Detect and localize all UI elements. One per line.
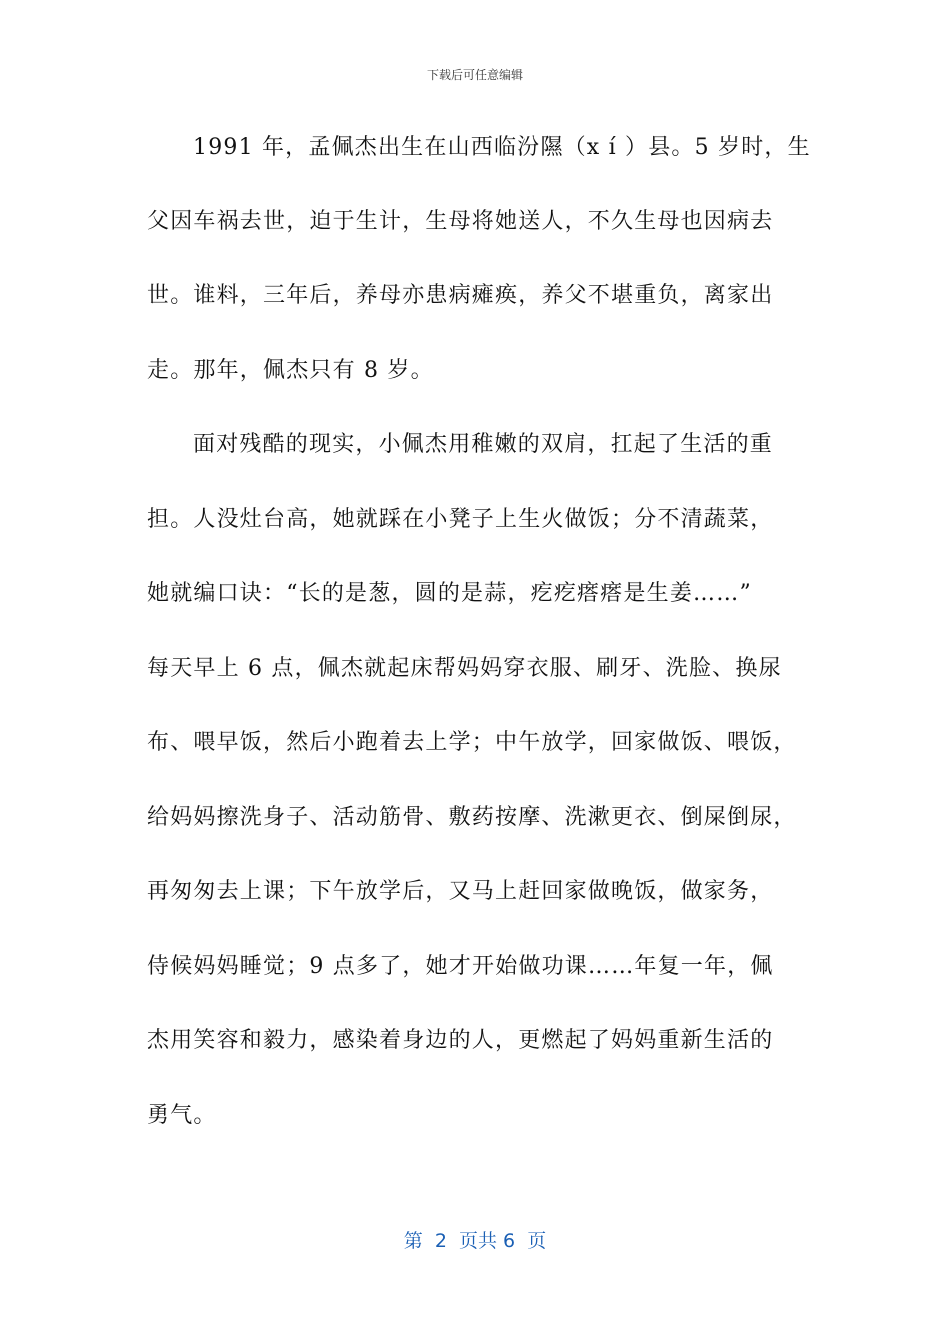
page-number-footer: 第 2 页共 6 页	[403, 1230, 547, 1252]
header-note: 下载后可任意编辑	[426, 68, 523, 82]
text-line: 侍候妈妈睡觉；9 点多了，她才开始做功课……年复一年，佩	[147, 954, 774, 979]
text-line: 她就编口诀：“长的是葱，圆的是蒜，疙疙瘩瘩是生姜……”	[147, 581, 752, 606]
text-line: 1991 年，孟佩杰出生在山西临汾隰（x í ）县。5 岁时，生	[193, 135, 811, 160]
text-line: 再匆匆去上课；下午放学后，又马上赶回家做晚饭，做家务，	[147, 879, 774, 904]
text-line: 世。谁料，三年后，养母亦患病瘫痪，养父不堪重负，离家出	[147, 283, 774, 308]
text-line: 布、喂早饭，然后小跑着去上学；中午放学，回家做饭、喂饭，	[147, 730, 797, 755]
text-line: 给妈妈擦洗身子、活动筋骨、敷药按摩、洗漱更衣、倒屎倒尿，	[147, 805, 797, 830]
text-line: 每天早上 6 点，佩杰就起床帮妈妈穿衣服、刷牙、洗脸、换尿	[147, 656, 782, 681]
text-line: 勇气。	[147, 1103, 217, 1128]
text-line: 父因车祸去世，迫于生计，生母将她送人，不久生母也因病去	[147, 209, 774, 234]
text-line: 面对残酷的现实，小佩杰用稚嫩的双肩，扛起了生活的重	[193, 432, 774, 457]
text-line: 走。那年，佩杰只有 8 岁。	[147, 358, 434, 383]
text-line: 担。人没灶台高，她就踩在小凳子上生火做饭；分不清蔬菜，	[147, 507, 774, 532]
text-line: 杰用笑容和毅力，感染着身边的人，更燃起了妈妈重新生活的	[147, 1028, 774, 1053]
